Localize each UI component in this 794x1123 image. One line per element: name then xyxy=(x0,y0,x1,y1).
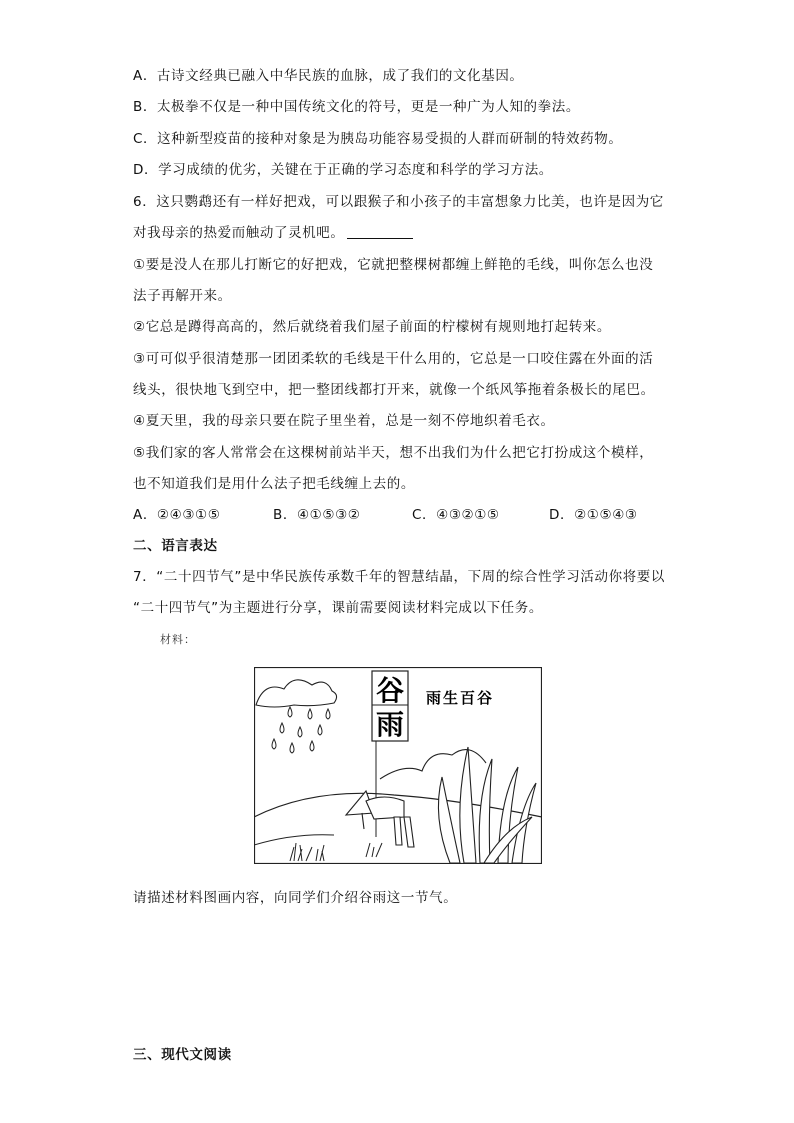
material-illustration xyxy=(254,667,542,864)
q6-stem-line1: 6．这只鹦鹉还有一样好把戏，可以跟猴子和小孩子的丰富想象力比美，也许是因为它 xyxy=(133,194,664,210)
option-b: B．太极拳不仅是一种中国传统文化的符号，更是一种广为人知的拳法。 xyxy=(133,99,580,115)
choice-a[interactable]: A．②④③①⑤ xyxy=(133,507,221,523)
banner-char-2: 雨 xyxy=(375,708,405,741)
q6-sentence: 法子再解开来。 xyxy=(133,288,232,304)
q6-sentence: 也不知道我们是用什么法子把毛线缠上去的。 xyxy=(133,476,415,492)
q7-line1: 7．“二十四节气”是中华民族传承数千年的智慧结晶，下周的综合性学习活动你将要以 xyxy=(133,569,665,585)
answer-blank[interactable] xyxy=(347,224,413,239)
option-c: C．这种新型疫苗的接种对象是为胰岛功能容易受损的人群而研制的特效药物。 xyxy=(133,131,623,147)
choice-b[interactable]: B．④①⑤③② xyxy=(273,507,361,523)
q6-sentence: ⑤我们家的客人常常会在这棵树前站半天，想不出我们为什么把它打扮成这个模样， xyxy=(133,445,654,461)
q6-stem-text: 对我母亲的热爱而触动了灵机吧。 xyxy=(133,225,345,241)
option-d: D．学习成绩的优劣，关键在于正确的学习态度和科学的学习方法。 xyxy=(133,162,553,178)
q6-sentence: ③可可似乎很清楚那一团团柔软的毛线是干什么用的，它总是一口咬住露在外面的活 xyxy=(133,351,654,367)
section-heading-reading: 三、现代文阅读 xyxy=(133,1047,232,1063)
q6-sentence: ①要是没人在那儿打断它的好把戏，它就把整棵树都缠上鲜艳的毛线，叫你怎么也没 xyxy=(133,257,654,273)
q6-choices xyxy=(133,505,638,525)
choice-c[interactable]: C．④③②①⑤ xyxy=(412,507,500,523)
q7-line2: “二十四节气”为主题进行分享，课前需要阅读材料完成以下任务。 xyxy=(133,600,543,616)
option-a: A．古诗文经典已融入中华民族的血脉，成了我们的文化基因。 xyxy=(133,68,524,84)
banner-char-1: 谷 xyxy=(375,674,405,707)
q6-stem-line2 xyxy=(133,223,413,243)
material-label: 材料： xyxy=(160,633,196,646)
figure-slogan: 雨生百谷 xyxy=(425,689,495,707)
q6-sentence: ②它总是蹲得高高的，然后就绕着我们屋子前面的柠檬树有规则地打起转来。 xyxy=(133,319,612,335)
q7-task: 请描述材料图画内容，向同学们介绍谷雨这一节气。 xyxy=(133,890,458,906)
q6-sentence: 线头，很快地飞到空中，把一整团线都打开来，就像一个纸风筝拖着条极长的尾巴。 xyxy=(133,382,655,398)
section-heading-language: 二、语言表达 xyxy=(133,538,218,554)
choice-d[interactable]: D．②①⑤④③ xyxy=(549,507,638,523)
q6-sentence: ④夏天里，我的母亲只要在院子里坐着，总是一刻不停地织着毛衣。 xyxy=(133,413,555,429)
